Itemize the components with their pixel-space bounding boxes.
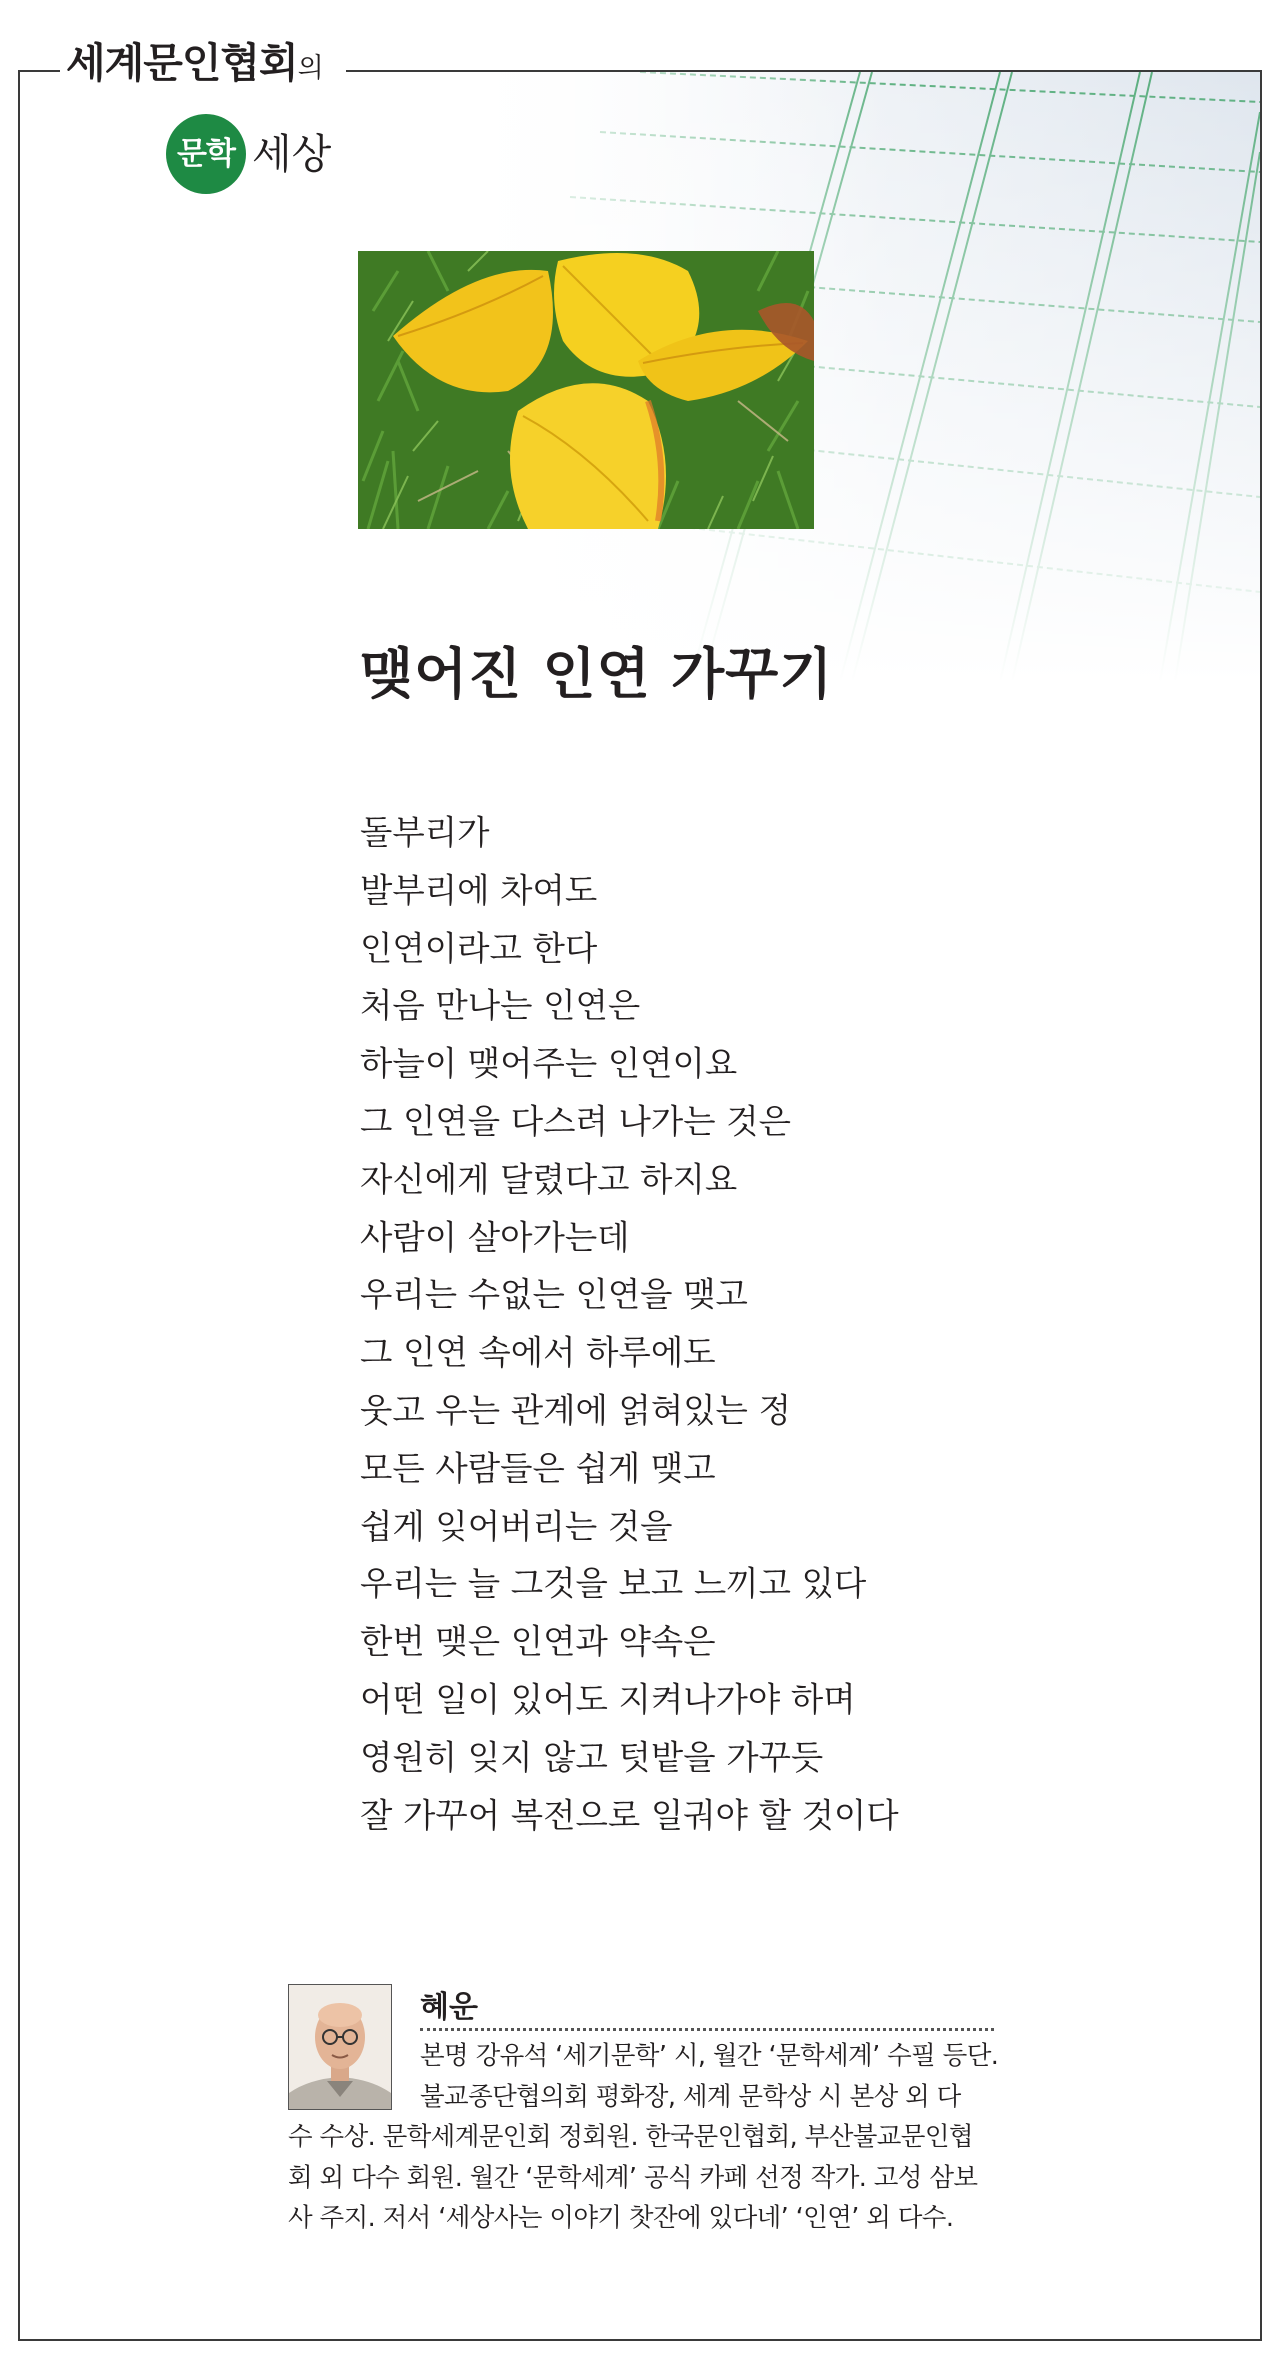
poem-line: 모든 사람들은 쉽게 맺고 [360, 1448, 716, 1488]
poem-line: 처음 만나는 인연은 [360, 986, 641, 1026]
poem-line: 웃고 우는 관계에 얽혀있는 정 [360, 1390, 791, 1430]
header-particle: 의 [297, 53, 324, 84]
yellow-leaves-photo [358, 251, 814, 529]
bio-line: 사 주지. 저서 ‘세상사는 이야기 찻잔에 있다네’ ‘인연’ 외 다수. [288, 2203, 954, 2233]
bio-line: 본명 강유석 ‘세기문학’ 시, 월간 ‘문학세계’ 수필 등단. [420, 2041, 999, 2071]
poem-line: 우리는 수없는 인연을 맺고 [360, 1275, 748, 1315]
bio-line: 회 외 다수 회원. 월간 ‘문학세계’ 공식 카페 선정 작가. 고성 삼보 [288, 2162, 978, 2193]
poem-line: 어떤 일이 있어도 지켜나가야 하며 [360, 1679, 856, 1719]
author-name: 혜운 [420, 1990, 478, 2025]
org-name: 세계문인협회 [66, 39, 298, 87]
poem-body [360, 804, 899, 1844]
poem-line: 발부리에 차여도 [360, 870, 598, 910]
poem-title: 맺어진 인연 가꾸기 [360, 641, 834, 706]
author-bio [288, 2036, 999, 2239]
poem-line: 잘 가꾸어 복전으로 일궈야 할 것이다 [360, 1795, 899, 1835]
publication-header [66, 38, 324, 94]
poem-line: 자신에게 달렸다고 하지요 [360, 1159, 738, 1199]
section-word: 세상 [252, 130, 332, 178]
poem-line: 인연이라고 한다 [360, 928, 598, 968]
poem-line: 그 인연 속에서 하루에도 [360, 1333, 716, 1373]
poem-line: 한번 맺은 인연과 약속은 [360, 1622, 716, 1662]
poem-line: 돌부리가 [360, 813, 490, 852]
poem-line: 사람이 살아가는데 [360, 1217, 630, 1257]
bio-line: 불교종단협의회 평화장, 세계 문학상 시 본상 외 다 [420, 2081, 961, 2112]
frame-top-rule-left [18, 70, 60, 72]
poem-line: 쉽게 잊어버리는 것을 [360, 1506, 673, 1546]
poem-line: 우리는 늘 그것을 보고 느끼고 있다 [360, 1564, 867, 1604]
author-dotted-rule [420, 2028, 994, 2031]
poem-line: 하늘이 맺어주는 인연이요 [360, 1044, 738, 1084]
bio-line: 수 수상. 문학세계문인회 정회원. 한국문인협회, 부산불교문인협 [288, 2122, 973, 2152]
poem-line: 그 인연을 다스려 나가는 것은 [360, 1101, 791, 1141]
poem-line: 영원히 잊지 않고 텃밭을 가꾸듯 [360, 1737, 824, 1777]
literature-badge: 문학 [166, 114, 246, 194]
